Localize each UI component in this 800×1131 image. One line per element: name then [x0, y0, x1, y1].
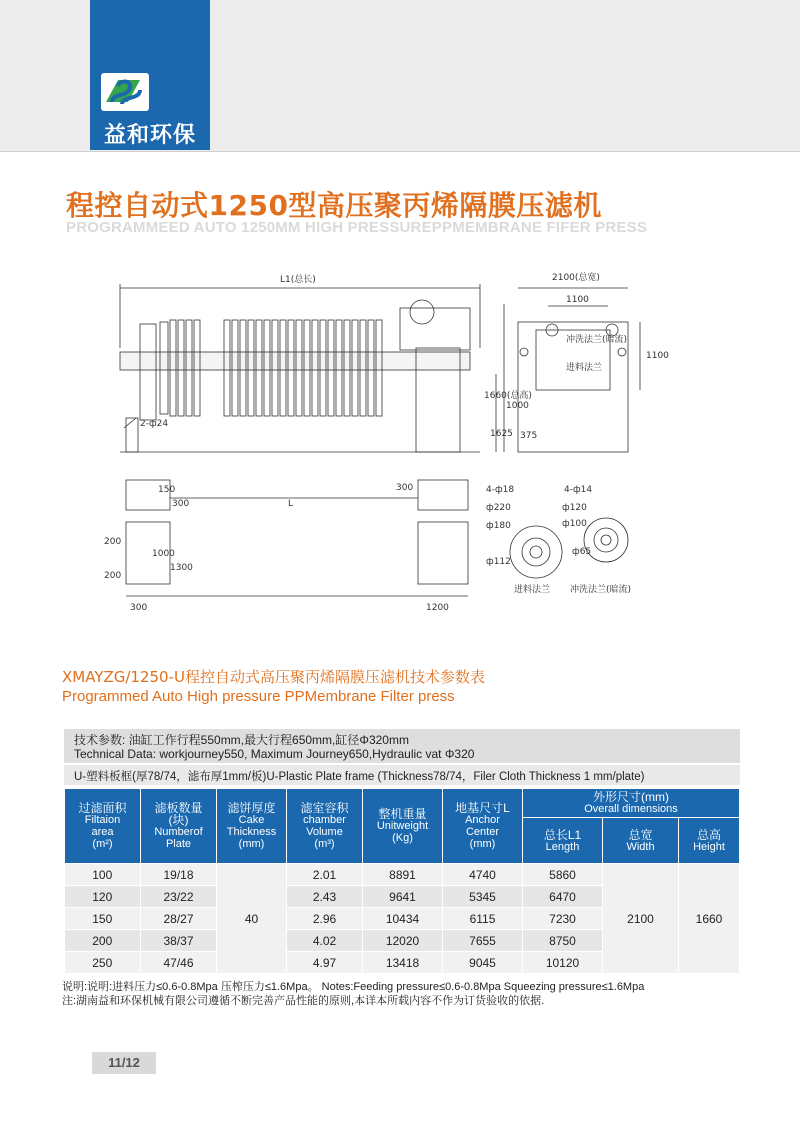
- flange2-holes: 4-ф14: [564, 485, 593, 495]
- flange1-label: 进料法兰: [514, 585, 551, 595]
- dim-375: 375: [520, 431, 538, 441]
- cell-plates: 19/18: [141, 864, 217, 886]
- dim-l1: L1(总长): [280, 275, 316, 285]
- dim-2phi24: 2-ф24: [140, 419, 169, 429]
- cell-volume: 2.43: [287, 886, 363, 908]
- dim-1300: 1300: [170, 563, 193, 573]
- flange1-dia-c: ф112: [486, 557, 511, 567]
- cell-volume: 2.01: [287, 864, 363, 886]
- company-logo: [90, 0, 210, 150]
- page-number: 11/12: [92, 1052, 156, 1074]
- flange2-dia-c: ф65: [572, 547, 592, 557]
- dim-1660: 1660(总高): [484, 391, 532, 401]
- flange1-holes: 4-ф18: [486, 485, 515, 495]
- cell-anchor: 5345: [443, 886, 523, 908]
- cell-length: 8750: [523, 930, 603, 952]
- cell-length: 10120: [523, 952, 603, 974]
- cell-weight: 9641: [363, 886, 443, 908]
- header-anchor: 地基尺寸L Anchor Center (mm): [443, 789, 523, 864]
- cell-cake: 40: [217, 864, 287, 974]
- header-area: 过滤面积 Filtaion area (m²): [65, 789, 141, 864]
- page-title: 程控自动式1250型高压聚丙烯隔膜压滤机: [66, 189, 602, 222]
- header-height: 总高 Height: [679, 818, 740, 864]
- dim-1000-foundation: 1000: [152, 549, 175, 559]
- dim-l: L: [288, 499, 294, 509]
- flange2-label: 冲洗法兰(暗流): [570, 585, 632, 595]
- cell-volume: 4.97: [287, 952, 363, 974]
- cell-anchor: 6115: [443, 908, 523, 930]
- notes-line-2: 注:湖南益和环保机械有限公司遵循不断完善产品性能的原则,本详本所载内容不作为订货验收的依据.: [62, 995, 545, 1007]
- dim-300-right: 300: [396, 483, 414, 493]
- dim-1000: 1000: [506, 401, 529, 411]
- page-subtitle: PROGRAMMEED AUTO 1250MM HIGH PRESSUREPPMEMBRANE FIFER PRESS: [66, 219, 648, 236]
- header-cake: 滤饼厚度 Cake Thickness (mm): [217, 789, 287, 864]
- header-length: 总长L1 Length: [523, 818, 603, 864]
- cell-width: 2100: [603, 864, 679, 974]
- technical-data-en: Technical Data: workjourney550, Maximum Journey650,Hydraulic vat Φ320: [74, 747, 475, 761]
- header-overall: 外形尺寸(mm) Overall dimensions: [523, 789, 740, 818]
- cell-length: 5860: [523, 864, 603, 886]
- technical-data-cn: 技术参数: 油缸工作行程550mm,最大行程650mm,缸径Φ320mm: [74, 733, 409, 747]
- cell-weight: 10434: [363, 908, 443, 930]
- header-volume: 滤室容积 chamber Volume (m³): [287, 789, 363, 864]
- dim-total-width: 2100(总宽): [552, 273, 600, 283]
- cell-anchor: 9045: [443, 952, 523, 974]
- feed-flange-label: 进料法兰: [566, 363, 603, 373]
- dim-1200: 1200: [426, 603, 449, 613]
- cell-volume: 4.02: [287, 930, 363, 952]
- company-name: 益和环保: [103, 123, 196, 148]
- dim-300-bottom: 300: [130, 603, 148, 613]
- flange1-dia-b: ф180: [486, 521, 511, 531]
- cell-area: 250: [65, 952, 141, 974]
- cell-plates: 47/46: [141, 952, 217, 974]
- dim-1625: 1625: [490, 429, 513, 439]
- technical-drawing: [100, 258, 700, 628]
- cell-anchor: 7655: [443, 930, 523, 952]
- cell-weight: 8891: [363, 864, 443, 886]
- notes-line-1: 说明:说明:进料压力≤0.6-0.8Mpa 压榨压力≤1.6Mpa。 Notes:Feeding pressure≤0.6-0.8Mpa Squeezing pressure≤1.6Mpa: [62, 981, 645, 993]
- cell-height: 1660: [679, 864, 740, 974]
- dim-150: 150: [158, 485, 176, 495]
- header-width: 总宽 Width: [603, 818, 679, 864]
- header-weight: 整机重量 Unitweight (Kg): [363, 789, 443, 864]
- cell-plates: 38/37: [141, 930, 217, 952]
- technical-data: [64, 729, 740, 763]
- header-plates: 滤板数量 (块) Numberof Plate: [141, 789, 217, 864]
- cell-plates: 23/22: [141, 886, 217, 908]
- dim-300-left: 300: [172, 499, 190, 509]
- plate-frame-line: U-塑料板框(厚78/74，滤布厚1mm/板)U-Plastic Plate frame (Thickness78/74，Filer Cloth Thickness 1 mm/plate): [64, 765, 740, 785]
- cell-volume: 2.96: [287, 908, 363, 930]
- spec-table: [64, 788, 740, 974]
- notes: [62, 980, 644, 1008]
- dim-1100-height: 1100: [646, 351, 669, 361]
- company-logo-icon: [100, 72, 150, 112]
- flange1-dia-a: ф220: [486, 503, 511, 513]
- dim-1100-width: 1100: [566, 295, 589, 305]
- dim-200-bottom: 200: [104, 571, 122, 581]
- table-row: [65, 864, 740, 886]
- flange2-dia-b: ф100: [562, 519, 587, 529]
- cell-area: 120: [65, 886, 141, 908]
- cell-plates: 28/27: [141, 908, 217, 930]
- cell-length: 7230: [523, 908, 603, 930]
- cell-anchor: 4740: [443, 864, 523, 886]
- cell-weight: 12020: [363, 930, 443, 952]
- flush-flange-label: 冲洗法兰(暗流): [566, 335, 628, 345]
- flange2-dia-a: ф120: [562, 503, 587, 513]
- spec-title-en: Programmed Auto High pressure PPMembrane Filter press: [62, 688, 455, 705]
- spec-title-cn: XMAYZG/1250-U程控自动式高压聚丙烯隔膜压滤机技术参数表: [62, 668, 485, 686]
- cell-area: 200: [65, 930, 141, 952]
- cell-area: 100: [65, 864, 141, 886]
- cell-area: 150: [65, 908, 141, 930]
- dim-200-top: 200: [104, 537, 122, 547]
- cell-length: 6470: [523, 886, 603, 908]
- cell-weight: 13418: [363, 952, 443, 974]
